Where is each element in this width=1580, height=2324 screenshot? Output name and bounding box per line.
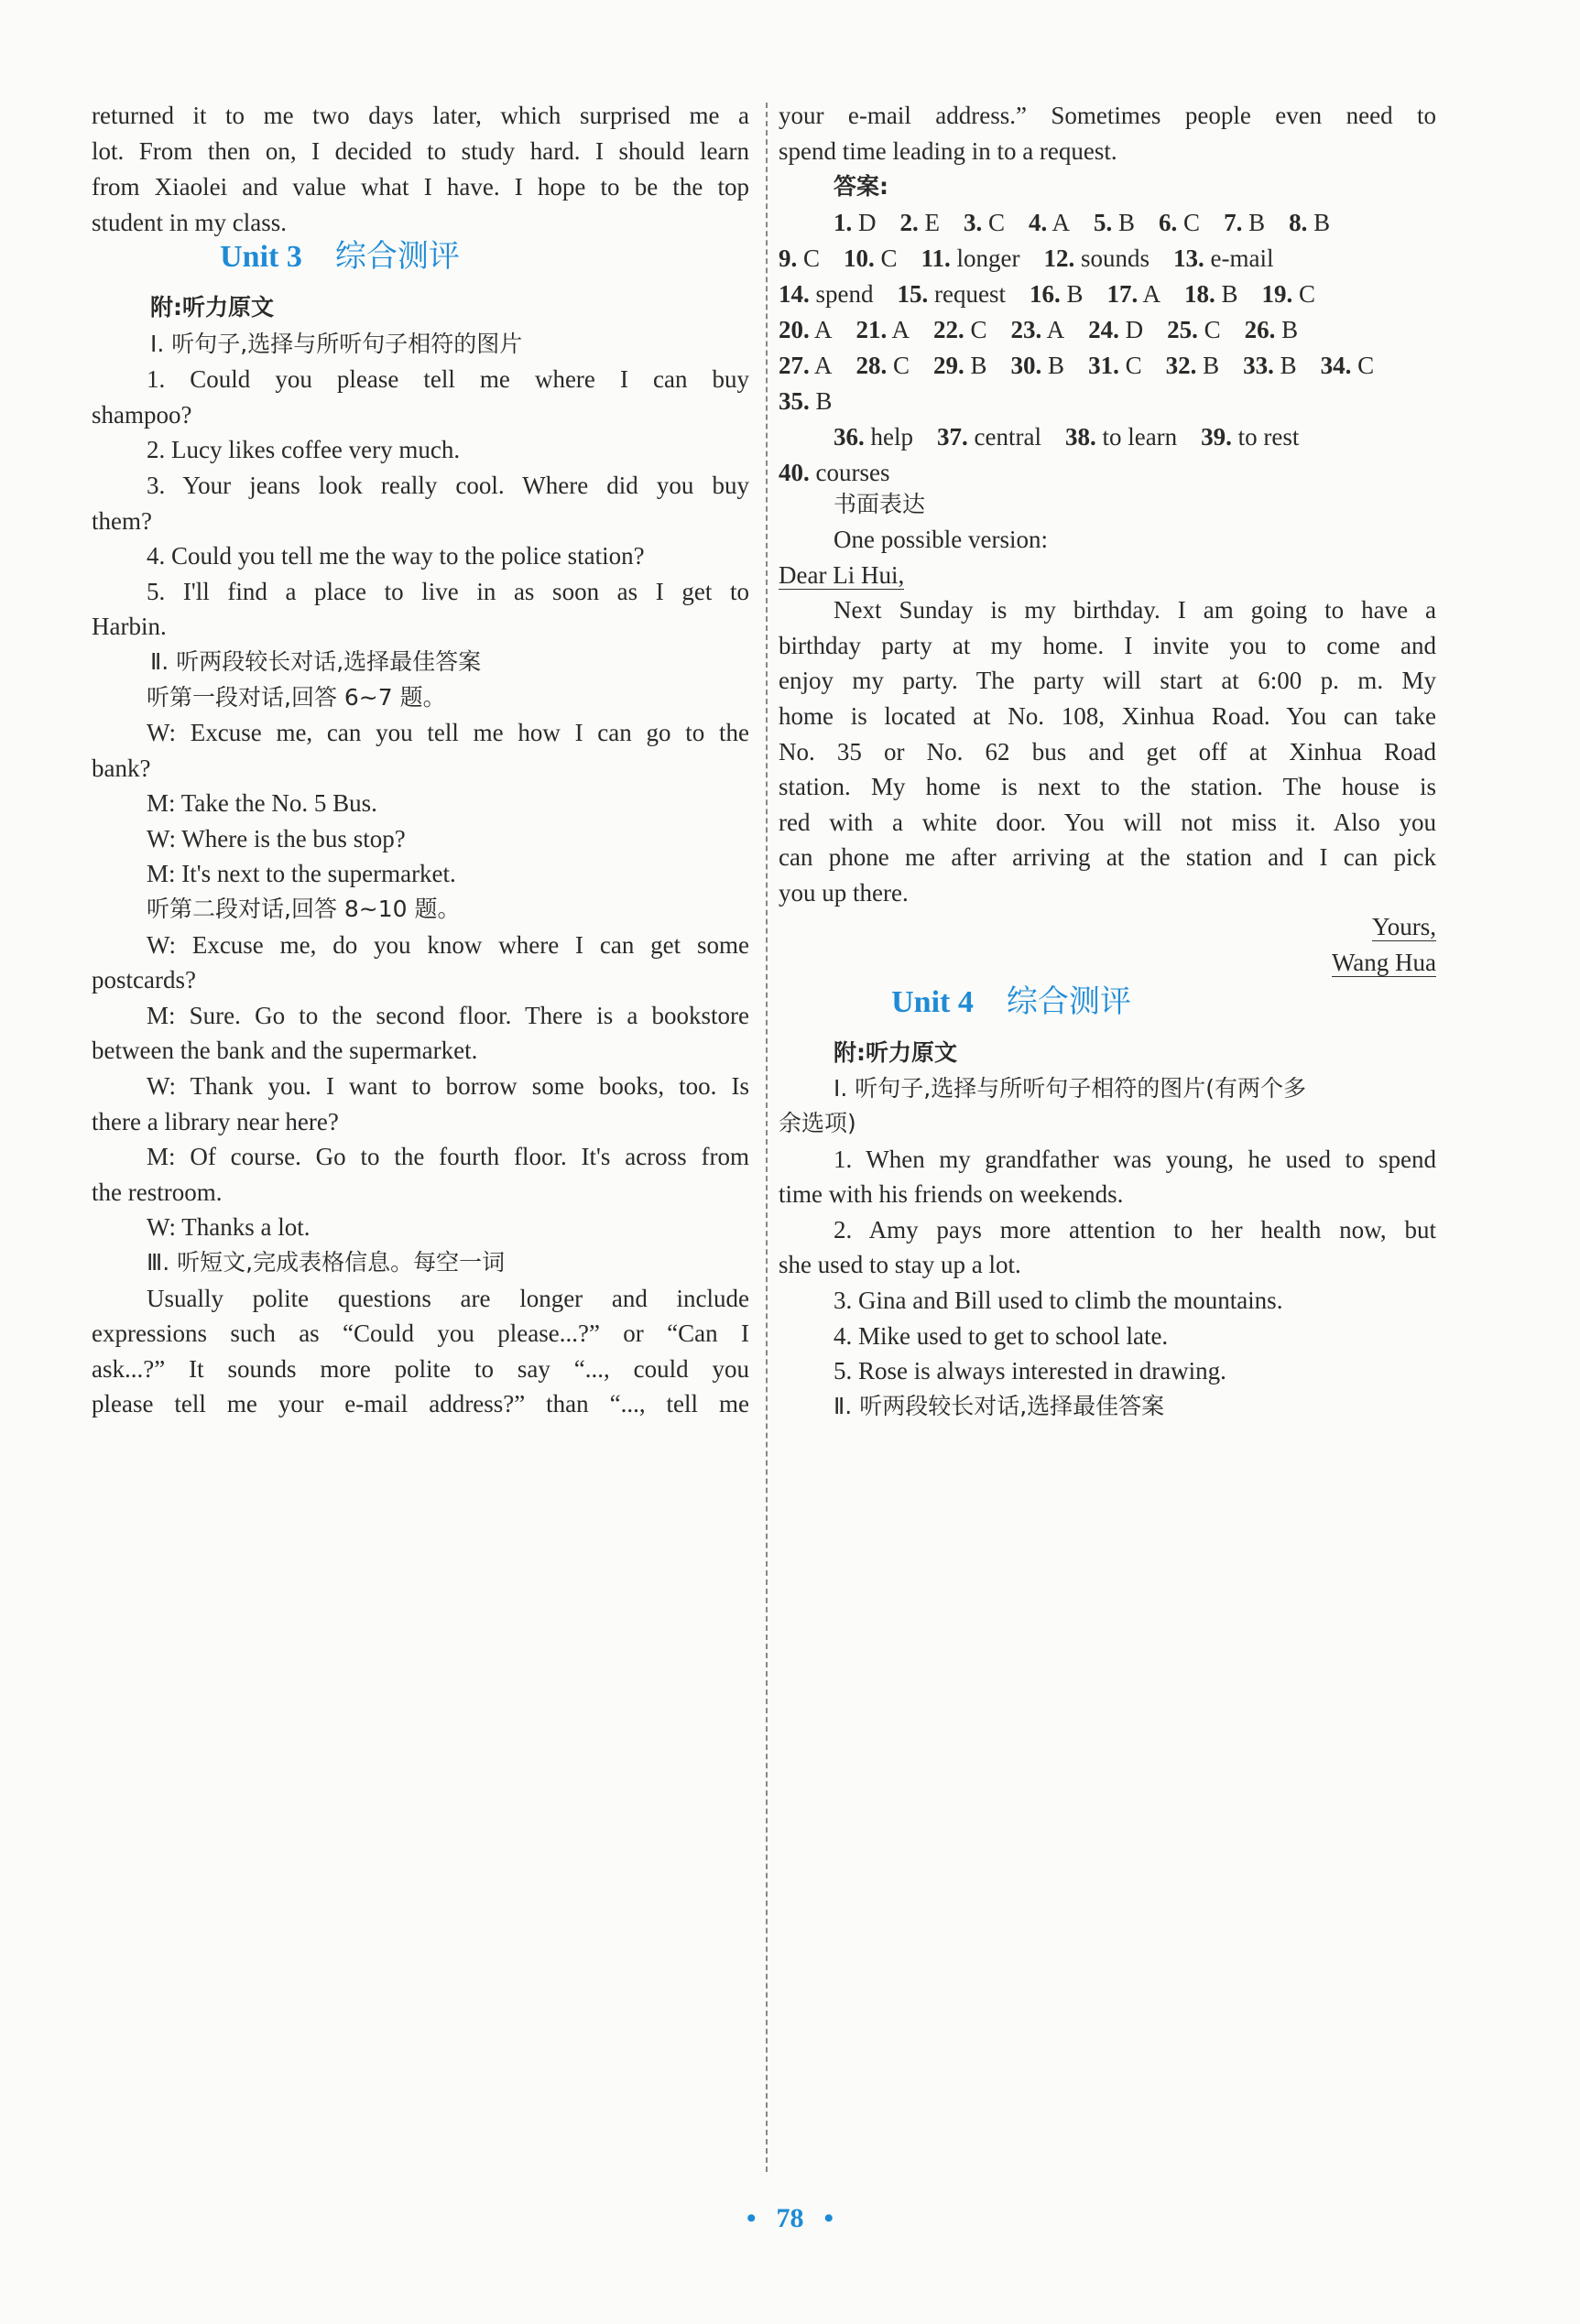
answer-value: C (988, 209, 1006, 236)
question-line: 3. Your jeans look really cool. Where did you buy (147, 472, 749, 499)
answer-value: B (1313, 209, 1331, 236)
letter-closing: Yours, (1371, 913, 1436, 940)
question-line: 4. Could you tell me the way to the police station? (147, 542, 645, 570)
question-line: Harbin. (92, 613, 167, 640)
answer-value: B (1066, 280, 1084, 308)
answer-value: to learn (1102, 423, 1178, 451)
section-heading: 余选项) (779, 1110, 856, 1136)
answer-item (834, 206, 877, 239)
paragraph-line: spend time leading in to a request. (779, 137, 1117, 165)
answer-number: 2. (899, 209, 919, 236)
answer-item (1106, 277, 1160, 310)
answer-number: 17. (1106, 280, 1139, 308)
answer-item (1224, 206, 1265, 239)
unit4-subtitle: 综合测评 (1006, 983, 1131, 1020)
answer-item (1166, 349, 1220, 382)
answer-item (779, 385, 833, 418)
answer-item (779, 349, 833, 382)
answer-value: A (1052, 209, 1071, 236)
answer-value: E (924, 209, 940, 236)
answer-value: central (974, 423, 1041, 451)
question-line: shampoo? (92, 401, 192, 429)
answer-value: D (1125, 316, 1144, 343)
question-line: 2. Amy pays more attention to her health now, but (834, 1216, 1436, 1243)
question-line: 3. Gina and Bill used to climb the mountains. (834, 1287, 1283, 1314)
answer-value: spend (815, 280, 874, 308)
answer-item (1065, 420, 1177, 453)
answer-item (856, 349, 910, 382)
dialogue-line: W: Where is the bus stop? (147, 825, 406, 852)
question-line: 5. Rose is always interested in drawing. (834, 1357, 1226, 1385)
appendix-heading: 附:听力原文 (834, 1039, 957, 1066)
answer-item (964, 206, 1005, 239)
answer-row (779, 349, 1436, 382)
letter-line: home is located at No. 108, Xinhua Road. You can take (779, 702, 1436, 730)
question-line: 5. I'll find a place to live in as soon as I get to (147, 578, 749, 605)
dialogue-line: there a library near here? (92, 1108, 339, 1135)
answer-value: B (815, 387, 833, 415)
answer-number: 35. (779, 387, 810, 415)
column-divider (766, 103, 768, 2172)
unit3-title (11, 236, 669, 277)
answer-value: sounds (1081, 244, 1150, 272)
answer-number: 26. (1244, 316, 1276, 343)
dialogue-line: M: Sure. Go to the second floor. There is a bookstore (147, 1002, 749, 1029)
answer-number: 20. (779, 316, 810, 343)
dialogue-line: W: Excuse me, can you tell me how I can go to the (147, 719, 749, 746)
answer-item (834, 420, 913, 453)
answer-value: B (1221, 280, 1238, 308)
answer-item (1030, 277, 1084, 310)
answer-row (779, 456, 1436, 489)
answer-item (900, 206, 941, 239)
letter-line: No. 35 or No. 62 bus and get off at Xinhua Road (779, 738, 1436, 766)
letter-line: you up there. (779, 879, 909, 907)
answer-item (779, 313, 833, 346)
answer-number: 40. (779, 459, 810, 486)
answer-value: longer (956, 244, 1020, 272)
answer-row (779, 277, 1436, 310)
answer-item (779, 242, 820, 275)
question-line: 1. When my grandfather was young, he used to spend (834, 1146, 1436, 1173)
question-line: she used to stay up a lot. (779, 1251, 1021, 1278)
answer-number: 33. (1243, 352, 1274, 379)
answer-value: request (934, 280, 1006, 308)
answer-value: courses (815, 459, 890, 486)
answer-item (1029, 206, 1070, 239)
salutation: Dear Li Hui, (779, 561, 905, 589)
writing-heading: 书面表达 (834, 491, 926, 517)
answer-item (1088, 313, 1143, 346)
answer-item (1173, 242, 1273, 275)
answer-number: 22. (933, 316, 964, 343)
answer-item (1243, 349, 1297, 382)
answer-number: 38. (1064, 423, 1096, 451)
answer-item (1245, 313, 1299, 346)
answer-value: help (870, 423, 913, 451)
answer-item (1159, 206, 1200, 239)
answer-number: 30. (1010, 352, 1042, 379)
dialogue-line: M: Of course. Go to the fourth floor. It's across from (147, 1143, 749, 1170)
answer-number: 19. (1261, 280, 1293, 308)
answer-value: e-mail (1210, 244, 1274, 272)
answer-item (933, 349, 987, 382)
answer-number: 37. (937, 423, 968, 451)
question-line: 1. Could you please tell me where I can buy (147, 365, 749, 393)
answer-value: A (814, 316, 833, 343)
answer-item (1167, 313, 1221, 346)
answer-number: 7. (1224, 209, 1243, 236)
answer-row (779, 313, 1436, 346)
question-line: time with his friends on weekends. (779, 1180, 1124, 1208)
paragraph-line: expressions such as “Could you please...?” or “Can I (92, 1319, 749, 1347)
answer-value: to rest (1237, 423, 1300, 451)
answer-number: 29. (933, 352, 964, 379)
answer-value: A (814, 352, 833, 379)
dialogue-line: W: Excuse me, do you know where I can get some (147, 931, 749, 959)
answer-row (779, 242, 1436, 275)
answer-value: C (880, 244, 898, 272)
answer-number: 15. (897, 280, 929, 308)
letter-line: can phone me after arriving at the station and I can pick (779, 843, 1436, 871)
answer-value: B (970, 352, 987, 379)
answer-item (1262, 277, 1316, 310)
section-heading: Ⅱ. 听两段较长对话,选择最佳答案 (834, 1393, 1165, 1419)
dialogue-line: postcards? (92, 966, 196, 994)
answer-item (933, 313, 987, 346)
answer-number: 12. (1043, 244, 1075, 272)
answer-item (937, 420, 1041, 453)
answer-value: C (970, 316, 987, 343)
answer-item (1044, 242, 1150, 275)
dialogue-line: bank? (92, 755, 151, 782)
page-number: • 78 • (746, 2203, 834, 2233)
answer-value: C (1357, 352, 1375, 379)
dialogue-line: M: It's next to the supermarket. (147, 860, 456, 887)
answer-item (856, 313, 910, 346)
paragraph-line: your e-mail address.” Sometimes people even need to (779, 102, 1436, 129)
answer-value: B (1280, 352, 1297, 379)
section-heading: Ⅱ. 听两段较长对话,选择最佳答案 (150, 648, 482, 675)
appendix-heading: 附:听力原文 (150, 294, 274, 320)
section-heading: Ⅲ. 听短文,完成表格信息。每空一词 (147, 1249, 506, 1276)
answer-number: 24. (1088, 316, 1119, 343)
answer-number: 23. (1010, 316, 1042, 343)
section-heading: Ⅰ. 听句子,选择与所听句子相符的图片(有两个多 (834, 1075, 1306, 1102)
letter-line: birthday party at my home. I invite you to come and (779, 632, 1436, 659)
question-line: 2. Lucy likes coffee very much. (147, 436, 461, 463)
answer-number: 34. (1320, 352, 1352, 379)
answer-value: B (1203, 352, 1220, 379)
unit3-label: Unit 3 (220, 240, 302, 274)
answer-value: A (1046, 316, 1065, 343)
answer-item (1011, 349, 1065, 382)
paragraph-line: ask...?” It sounds more polite to say “..., could you (92, 1355, 749, 1383)
dialogue-line: W: Thanks a lot. (147, 1213, 311, 1241)
answer-number: 1. (834, 209, 853, 236)
answer-item (1094, 206, 1135, 239)
answer-number: 32. (1165, 352, 1197, 379)
answers-label: 答案: (834, 173, 888, 200)
answer-number: 28. (855, 352, 888, 379)
answer-item (1289, 206, 1330, 239)
letter-line: red with a white door. You will not miss it. Also you (779, 809, 1436, 836)
letter-line: Next Sunday is my birthday. I am going to have a (834, 596, 1436, 624)
letter-line: station. My home is next to the station. The house is (779, 773, 1436, 800)
answer-item (1184, 277, 1238, 310)
answer-row (779, 206, 1436, 239)
letter-signature: Wang Hua (1331, 949, 1436, 976)
answer-item (898, 277, 1006, 310)
section-heading: Ⅰ. 听句子,选择与所听句子相符的图片 (150, 331, 523, 357)
answer-row (779, 420, 1436, 453)
unit3-subtitle: 综合测评 (334, 238, 460, 275)
answer-number: 14. (779, 280, 810, 308)
answer-number: 8. (1289, 209, 1308, 236)
dialogue-line: W: Thank you. I want to borrow some books, too. Is (147, 1072, 749, 1100)
answer-number: 31. (1088, 352, 1119, 379)
answer-value: B (1118, 209, 1136, 236)
unit4-label: Unit 4 (891, 985, 974, 1019)
answer-value: A (891, 316, 910, 343)
answer-number: 4. (1029, 209, 1048, 236)
answer-value: C (1183, 209, 1201, 236)
answer-number: 9. (779, 244, 798, 272)
answer-value: D (858, 209, 877, 236)
dialogue-intro: 听第二段对话,回答 8~10 题。 (147, 896, 461, 922)
answer-item (779, 456, 889, 489)
paragraph-line: returned it to me two days later, which surprised me a (92, 102, 749, 129)
answer-number: 27. (779, 352, 810, 379)
paragraph-line: lot. From then on, I decided to study hard. I should learn (92, 137, 749, 165)
answer-value: C (803, 244, 821, 272)
answer-number: 13. (1173, 244, 1204, 272)
answer-number: 10. (844, 244, 875, 272)
answer-number: 6. (1159, 209, 1178, 236)
answer-value: B (1048, 352, 1065, 379)
dialogue-intro: 听第一段对话,回答 6~7 题。 (147, 684, 446, 711)
answer-value: B (1248, 209, 1266, 236)
answer-item (1088, 349, 1142, 382)
paragraph-line: student in my class. (92, 209, 287, 236)
version-label: One possible version: (834, 526, 1048, 553)
answer-number: 11. (921, 244, 951, 272)
answer-item (1201, 420, 1299, 453)
answer-number: 36. (834, 423, 865, 451)
unit4-title (682, 982, 1340, 1023)
answer-item (1011, 313, 1065, 346)
letter-line: enjoy my party. The party will start at 6:00 p. m. My (779, 667, 1436, 694)
answer-item (779, 277, 874, 310)
question-line: them? (92, 507, 152, 535)
paragraph-line: Usually polite questions are longer and include (147, 1285, 749, 1312)
answer-number: 39. (1201, 423, 1232, 451)
answer-number: 5. (1094, 209, 1113, 236)
answer-value: C (1299, 280, 1316, 308)
dialogue-line: the restroom. (92, 1178, 223, 1206)
answer-value: B (1281, 316, 1299, 343)
answer-number: 16. (1029, 280, 1061, 308)
dialogue-line: between the bank and the supermarket. (92, 1037, 478, 1064)
answer-value: A (1142, 280, 1160, 308)
answer-number: 21. (855, 316, 888, 343)
question-line: 4. Mike used to get to school late. (834, 1322, 1169, 1350)
dialogue-line: M: Take the No. 5 Bus. (147, 789, 377, 817)
answer-value: C (893, 352, 910, 379)
paragraph-line: please tell me your e-mail address?” than “..., tell me (92, 1390, 749, 1417)
answer-row (779, 385, 1436, 418)
answer-number: 25. (1167, 316, 1198, 343)
answer-value: C (1125, 352, 1142, 379)
answer-value: C (1204, 316, 1221, 343)
answer-item (1321, 349, 1375, 382)
paragraph-line: from Xiaolei and value what I have. I hope to be the top (92, 173, 749, 201)
answer-number: 18. (1184, 280, 1215, 308)
answer-item (844, 242, 898, 275)
answer-number: 3. (964, 209, 983, 236)
answer-item (921, 242, 1020, 275)
